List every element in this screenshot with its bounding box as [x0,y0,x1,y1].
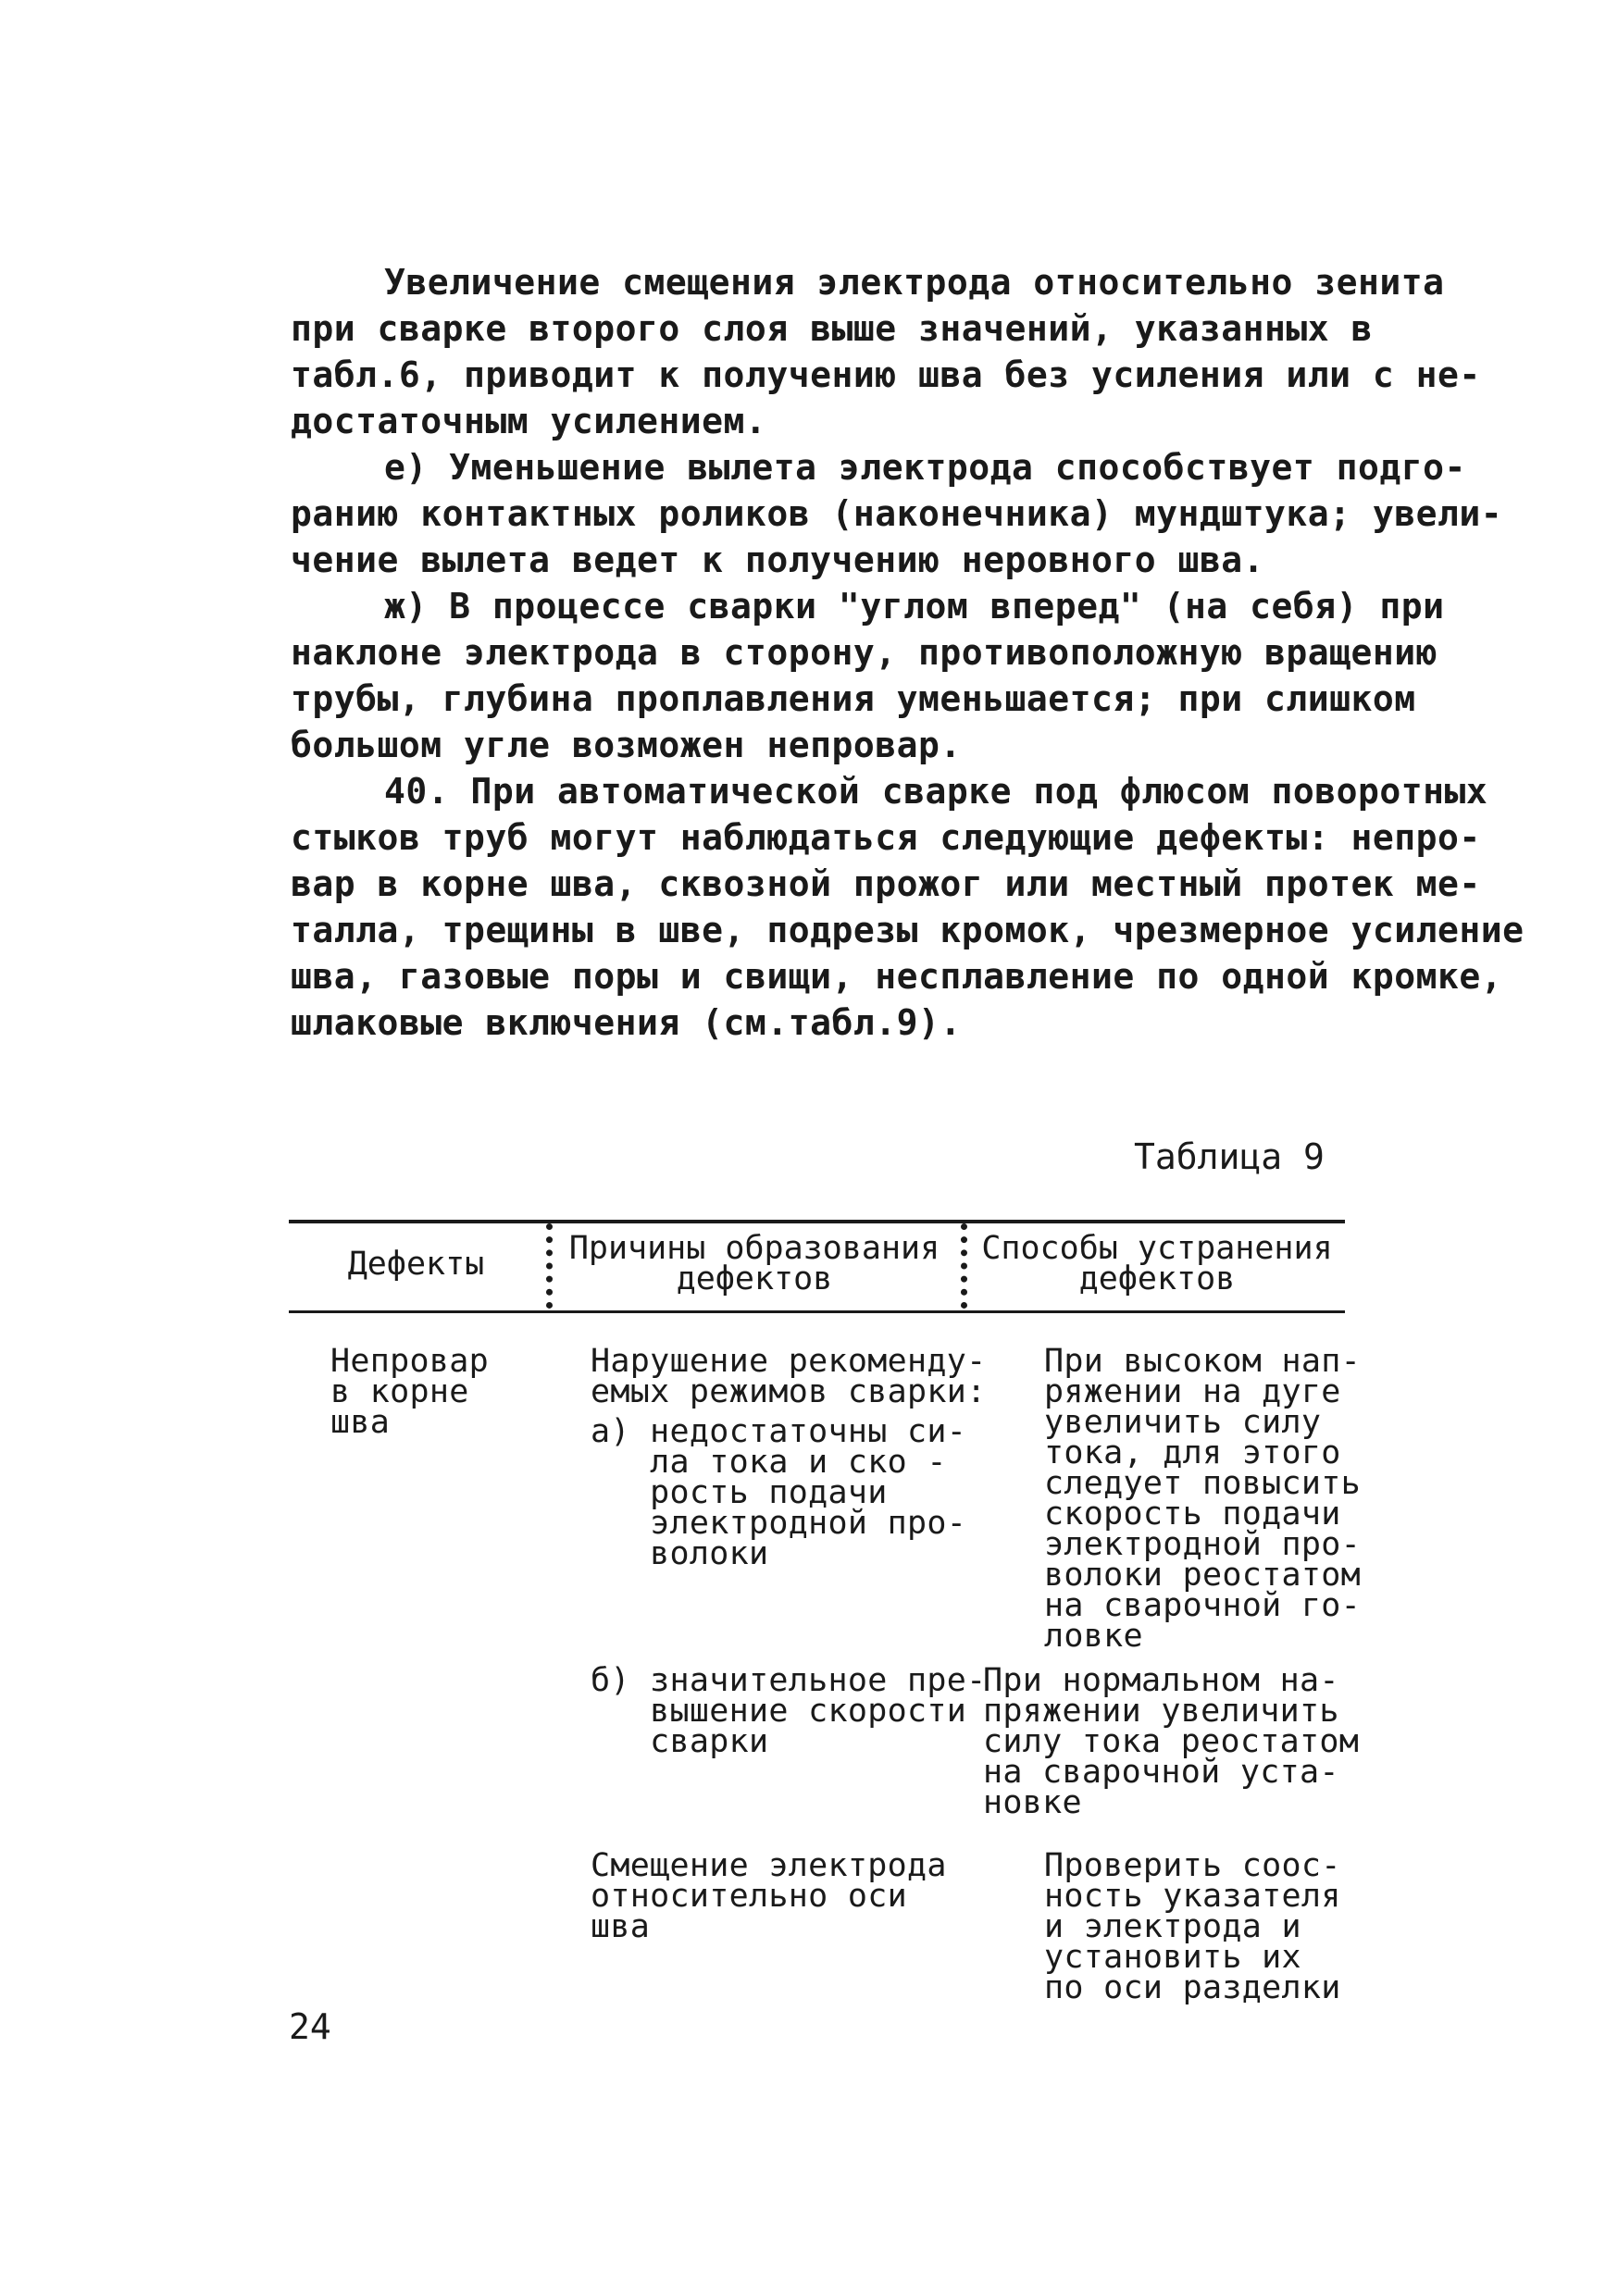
cell-line: скорость подачи [1044,1496,1341,1533]
text-line: шлаковые включения (см.табл.9). [291,1002,962,1043]
text-line: Увеличение смещения электрода относительно зенита [384,262,1445,303]
cell-line: силу тока реостатом [983,1723,1360,1760]
table-header-rule [289,1310,1345,1313]
text-line: е) Уменьшение вылета электрода способствует подго- [384,447,1466,488]
header-defects: Дефекты [347,1246,485,1283]
text-line: талла, трещины в шве, подрезы кромок, чрезмерное усиление [291,910,1525,950]
cell-line: а) недостаточны си- [591,1413,967,1450]
cell-line: шва [330,1404,391,1441]
table-top-rule [289,1220,1345,1223]
cell-line: ность указателя [1044,1878,1341,1915]
text-line: большом угле возможен непровар. [291,725,962,765]
text-line: стыков труб могут наблюдаться следующие дефекты: непро- [291,817,1481,858]
cell-line: Смещение электрода [591,1847,947,1884]
cell-line: тока, для этого [1044,1434,1341,1471]
cell-line: При высоком нап- [1044,1343,1361,1380]
text-line: вар в корне шва, сквозной прожог или местный протек ме- [291,863,1481,904]
cell-line: Непровар [330,1343,489,1380]
cell-line: в корне [330,1373,469,1410]
cell-line: ловке [1044,1618,1143,1655]
cell-line: б) значительное пре- [591,1662,987,1699]
text-line: ж) В процессе сварки "углом вперед" (на себя) при [384,586,1445,627]
cell-line: установить их [1044,1939,1301,1976]
cell-line: электродной про- [1044,1526,1361,1563]
cell-line: волоки реостатом [1044,1557,1361,1594]
cell-line: следует повысить [1044,1465,1361,1502]
cell-line: рость подачи [591,1474,888,1511]
cell-line: вышение скорости [591,1693,967,1730]
cell-line: ла тока и ско - [591,1444,947,1481]
text-line: достаточным усилением. [291,401,767,441]
table-caption: Таблица 9 [1134,1136,1325,1177]
cell-line: и электрода и [1044,1908,1301,1945]
cell-line: новке [983,1784,1082,1821]
column-separator [961,1223,967,1309]
cell-line: волоки [591,1535,769,1572]
cell-line: пряжении увеличить [983,1693,1339,1730]
text-line: наклоне электрода в сторону, противоположную вращению [291,632,1438,673]
cell-line: шва [591,1908,651,1945]
text-line: при сварке второго слоя выше значений, указанных в [291,308,1373,349]
column-separator [546,1223,553,1309]
header-causes: Причины образования дефектов [568,1230,940,1297]
cell-line: Нарушение рекоменду- [591,1343,987,1380]
cell-line: сварки [591,1723,769,1760]
cell-line: Проверить соос- [1044,1847,1341,1884]
text-line: трубы, глубина проплавления уменьшается; при слишком [291,678,1416,719]
cell-line: емых режимов сварки: [591,1373,987,1410]
cell-line: относительно оси [591,1878,907,1915]
text-line: табл.6, приводит к получению шва без усиления или с не- [291,354,1481,395]
cell-line: электродной про- [591,1505,967,1542]
text-line: 40. При автоматической сварке под флюсом поворотных [384,771,1488,812]
text-line: ранию контактных роликов (наконечника) мундштука; увели- [291,493,1503,534]
cell-line: по оси разделки [1044,1969,1341,2006]
cell-line: При нормальном на- [983,1662,1339,1699]
header-remedies: Способы устранения дефектов [981,1230,1333,1297]
text-line: чение вылета ведет к получению неровного шва. [291,540,1265,580]
cell-line: ряжении на дуге [1044,1373,1341,1410]
cell-line: на сварочной го- [1044,1587,1361,1624]
cell-line: на сварочной уста- [983,1754,1339,1791]
text-line: шва, газовые поры и свищи, несплавление по одной кромке, [291,956,1503,997]
cell-line: увеличить силу [1044,1404,1322,1441]
page-number: 24 [289,2006,331,2047]
